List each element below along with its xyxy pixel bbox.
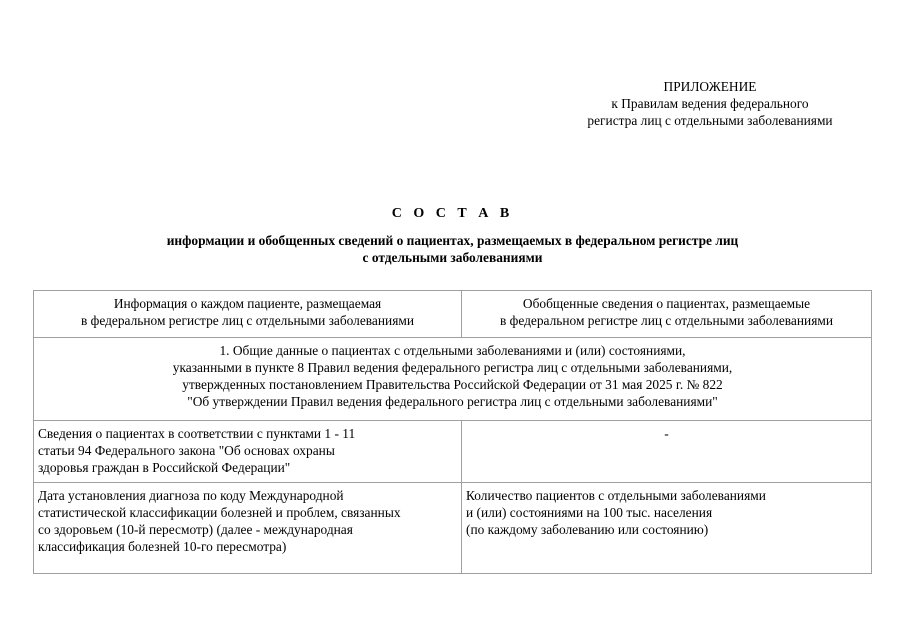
appendix-block [520, 78, 900, 129]
section-line: указанными в пункте 8 Правил ведения федерального регистра лиц с отдельными заболеваниями, [172, 360, 733, 375]
appendix-line-2: регистра лиц с отдельными заболеваниями [587, 113, 833, 128]
table-header-row [34, 291, 872, 338]
section-line: 1. Общие данные о пациентах с отдельными заболеваниями и (или) состояниями, [219, 343, 686, 358]
appendix-line-1: к Правилам ведения федерального [611, 96, 809, 111]
table-cell-left [34, 483, 462, 574]
header-cell-summary-info [462, 291, 872, 338]
table-cell-right [462, 483, 872, 574]
cell-line: Сведения о пациентах в соответствии с пунктами 1 - 11 [38, 426, 356, 441]
table-cell-left [34, 421, 462, 483]
table-row [34, 483, 872, 574]
table-row [34, 421, 872, 483]
cell-line: классификация болезней 10-го пересмотра) [38, 539, 287, 554]
cell-line: и (или) состояниями на 100 тыс. населения [466, 505, 713, 520]
appendix-title: ПРИЛОЖЕНИЕ [663, 79, 757, 94]
cell-line: Количество пациентов с отдельными заболеваниями [466, 488, 766, 503]
document-subtitle [60, 232, 845, 266]
cell-line: здоровья граждан в Российской Федерации" [38, 460, 291, 475]
section-row-1 [34, 338, 872, 421]
document-subtitle-line-1: информации и обобщенных сведений о пациентах, размещаемых в федеральном регистре лиц [166, 233, 739, 248]
section-line: утвержденных постановлением Правительства Российской Федерации от 31 мая 2025 г. № 822 [182, 377, 723, 392]
table-cell-right [462, 421, 872, 483]
composition-table [33, 290, 872, 574]
document-title: С О С Т А В [391, 206, 514, 221]
document-subtitle-line-2: с отдельными заболеваниями [362, 250, 543, 265]
header-cell-line: Информация о каждом пациенте, размещаемая [113, 296, 382, 311]
header-cell-patient-info [34, 291, 462, 338]
cell-line: - [664, 426, 669, 441]
header-cell-line: Обобщенные сведения о пациентах, размещаемые [522, 296, 811, 311]
cell-line: статистической классификации болезней и проблем, связанных [38, 505, 401, 520]
cell-line: Дата установления диагноза по коду Международной [38, 488, 344, 503]
cell-line: со здоровьем (10-й пересмотр) (далее - международная [38, 522, 353, 537]
section-line: "Об утверждении Правил ведения федерального регистра лиц с отдельными заболеваниями" [187, 394, 718, 409]
cell-line: статьи 94 Федерального закона "Об основах охраны [38, 443, 335, 458]
header-cell-line: в федеральном регистре лиц с отдельными заболеваниями [80, 313, 415, 328]
header-cell-line: в федеральном регистре лиц с отдельными заболеваниями [499, 313, 834, 328]
section-title-cell [34, 338, 872, 421]
cell-line: (по каждому заболеванию или состоянию) [466, 522, 709, 537]
